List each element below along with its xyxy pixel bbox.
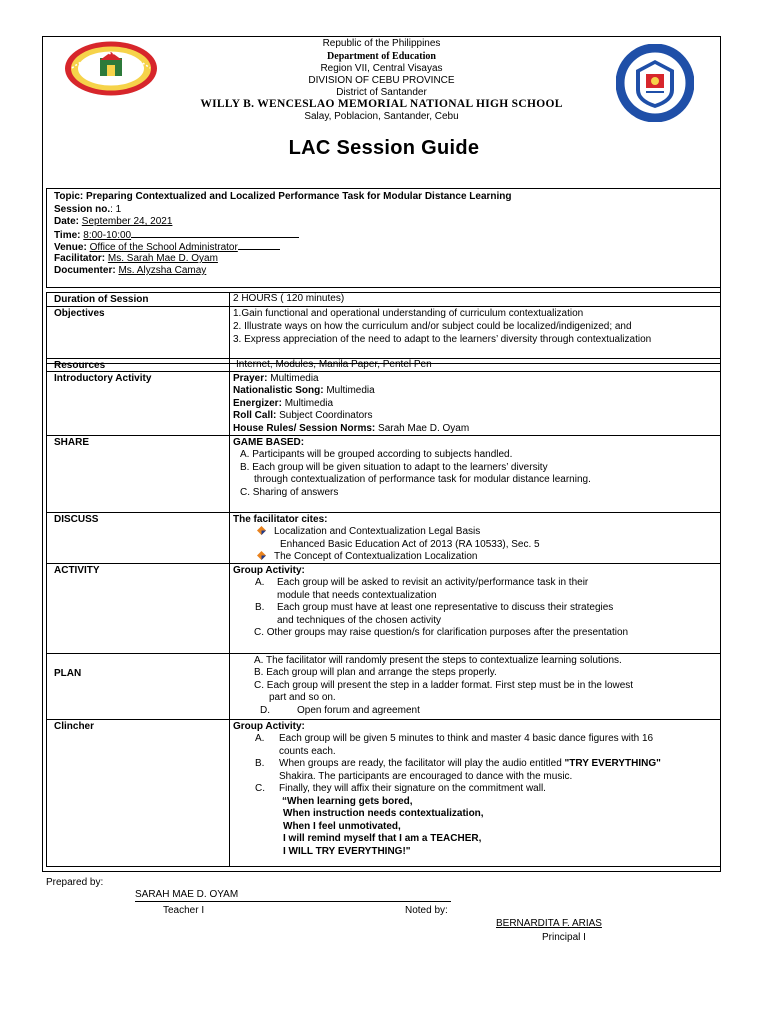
resources-value: Internet, Modules, Manila Paper, Pentel Pen <box>236 359 432 370</box>
activity-a-mark: A. <box>255 577 265 588</box>
school-address: Salay, Poblacion, Santander, Cebu <box>304 111 459 122</box>
district-line: District of Santander <box>336 87 427 98</box>
discuss-item-2: The Concept of Contextualization Localization <box>257 551 477 564</box>
clincher-heading: Group Activity: <box>233 721 305 732</box>
plan-d-mark: D. <box>260 705 270 716</box>
quote-line-3: When I feel unmotivated, <box>283 821 401 832</box>
clincher-b: When groups are ready, the facilitator will play the audio entitled "TRY EVERYTHING" <box>279 758 661 769</box>
objective-1: 1.Gain functional and operational understanding of curriculum contextualization <box>233 308 584 319</box>
prayer-line: Prayer: Multimedia <box>233 373 319 384</box>
clincher-a: Each group will be given 5 minutes to think and master 4 basic dance figures with 16 <box>279 733 654 744</box>
documenter-line: Documenter: Ms. Alyzsha Camay <box>54 265 207 276</box>
preparer-name: SARAH MAE D. OYAM <box>135 889 451 902</box>
time-line: Time: 8:00-10:00 <box>54 228 299 242</box>
share-heading: GAME BASED: <box>233 437 305 448</box>
activity-b: Each group must have at least one representative to discuss their strategies <box>277 602 614 613</box>
resources-row: Resources Internet, Modules, Manila Paper, Pentel Pen <box>46 358 721 372</box>
clincher-a-cont: counts each. <box>279 746 336 757</box>
division-line: DIVISION OF CEBU PROVINCE <box>308 75 455 86</box>
song-line: Nationalistic Song: Multimedia <box>233 385 375 396</box>
prepared-by-label: Prepared by: <box>46 877 104 888</box>
plan-c-cont: part and so on. <box>269 692 336 703</box>
share-b: B. Each group will be given situation to adapt to the learners’ diversity <box>240 462 548 473</box>
clincher-a-mark: A. <box>255 733 265 744</box>
plan-b: B. Each group will plan and arrange the steps properly. <box>254 667 497 678</box>
clincher-row: Clincher Group Activity: A. Each group will be given 5 minutes to think and master 4 basic dance figures with 16 counts each. B. When groups are ready, the facilitator will play the audio entitled "TRY EVERYTHING" Shakira. The participants are encouraged to dance with the music. C. Finally, they will affix their signature on the commitment wall. “When learning gets bored, When instruction needs contextualization, When I feel unmotivated, I will remind myself that I am a TEACHER, I WILL TRY EVERYTHING!" <box>46 719 721 867</box>
quote-line-5: I WILL TRY EVERYTHING!" <box>283 846 411 857</box>
duration-value: 2 HOURS ( 120 minutes) <box>233 293 345 304</box>
noter-title: Principal I <box>542 932 586 943</box>
share-b-cont: through contextualization of performance task for modular distance learning. <box>254 474 591 485</box>
clincher-b-cont: Shakira. The participants are encouraged to dance with the music. <box>279 771 573 782</box>
rollcall-line: Roll Call: Subject Coordinators <box>233 410 373 421</box>
objectives-row: Objectives 1.Gain functional and operational understanding of curriculum contextualization 2. Illustrate ways on how the curriculum and/or subject could be localized/indigenized; and 3. Express appreciation of the need to adapt to the learners’ diversity through contextualization <box>46 306 721 364</box>
share-c: C. Sharing of answers <box>240 487 339 498</box>
preparer-title: Teacher I <box>163 905 205 916</box>
clincher-c: Finally, they will affix their signature on the commitment wall. <box>279 783 546 794</box>
region-line: Region VII, Central Visayas <box>320 63 443 74</box>
plan-c: C. Each group will present the step in a ladder format. First step must be in the lowest <box>254 680 634 691</box>
activity-b-mark: B. <box>255 602 265 613</box>
activity-row: ACTIVITY Group Activity: A. Each group will be asked to revisit an activity/performance task in their module that needs contextualization B. Each group must have at least one representative to discuss their strategies and techniques of the chosen activity C. Other groups may raise question/s for clarification purposes after the presentation <box>46 563 721 654</box>
discuss-heading: The facilitator cites: <box>233 514 328 525</box>
quote-line-4: I will remind myself that I am a TEACHER, <box>283 833 482 844</box>
session-line: Session no.: 1 <box>54 204 122 215</box>
rules-line: House Rules/ Session Norms: Sarah Mae D. Oyam <box>233 423 470 434</box>
date-line: Date: September 24, 2021 <box>54 216 173 227</box>
venue-line: Venue: Office of the School Administrator <box>54 240 280 254</box>
quote-line-1: “When learning gets bored, <box>282 796 413 807</box>
facilitator-line: Facilitator: Ms. Sarah Mae D. Oyam <box>54 253 218 264</box>
republic-line: Republic of the Philippines <box>322 38 441 49</box>
share-row: SHARE GAME BASED: A. Participants will be grouped according to subjects handled. B. Each group will be given situation to adapt to the learners’ diversity through contextualization of performance task for modular distance learning. C. Sharing of answers <box>46 435 721 513</box>
objective-3: 3. Express appreciation of the need to adapt to the learners’ diversity through contextualization <box>233 334 652 345</box>
discuss-row: DISCUSS The facilitator cites: Localization and Contextualization Legal Basis Enhanced Basic Education Act of 2013 (RA 10533), Sec. 5 The Concept of Contextualization Localization <box>46 512 721 564</box>
plan-a: A. The facilitator will randomly present the steps to contextualize learning solutions. <box>254 655 622 666</box>
activity-b-cont: and techniques of the chosen activity <box>277 615 441 626</box>
discuss-item-1: Localization and Contextualization Legal Basis <box>257 526 480 539</box>
clincher-b-mark: B. <box>255 758 265 769</box>
page-title: LAC Session Guide <box>288 137 480 159</box>
diamond-bullet-icon <box>257 551 266 560</box>
topic-line: Topic: Preparing Contextualized and Localized Performance Task for Modular Distance Learning <box>54 191 512 202</box>
department-line: Department of Education <box>327 51 436 62</box>
energizer-line: Energizer: Multimedia <box>233 398 334 409</box>
share-a: A. Participants will be grouped according to subjects handled. <box>240 449 513 460</box>
quote-line-2: When instruction needs contextualization, <box>283 808 484 819</box>
activity-heading: Group Activity: <box>233 565 305 576</box>
diamond-bullet-icon <box>257 526 266 535</box>
duration-row: Duration of Session 2 HOURS ( 120 minutes) <box>46 292 721 307</box>
plan-d: Open forum and agreement <box>297 705 420 716</box>
activity-a-cont: module that needs contextualization <box>277 590 437 601</box>
noted-by-label: Noted by: <box>405 905 448 916</box>
clincher-c-mark: C. <box>255 783 265 794</box>
noter-name: BERNARDITA F. ARIAS <box>496 918 602 929</box>
plan-row: PLAN A. The facilitator will randomly present the steps to contextualize learning solutions. B. Each group will plan and arrange the steps properly. C. Each group will present the step in a ladder format. First step must be in the lowest part and so on. D. Open forum and agreement <box>46 653 721 720</box>
session-info-box <box>46 188 721 288</box>
discuss-item-1b: Enhanced Basic Education Act of 2013 (RA 10533), Sec. 5 <box>280 539 540 550</box>
school-name: WILLY B. WENCESLAO MEMORIAL NATIONAL HIGH SCHOOL <box>200 98 563 110</box>
intro-row: Introductory Activity Prayer: Multimedia Nationalistic Song: Multimedia Energizer: Multimedia Roll Call: Subject Coordinators House Rules/ Session Norms: Sarah Mae D. Oyam <box>46 371 721 436</box>
activity-c: C. Other groups may raise question/s for clarification purposes after the presentation <box>254 627 629 638</box>
objective-2: 2. Illustrate ways on how the curriculum and/or subject could be localized/indigenized; and <box>233 321 632 332</box>
activity-a: Each group will be asked to revisit an activity/performance task in their <box>277 577 589 588</box>
